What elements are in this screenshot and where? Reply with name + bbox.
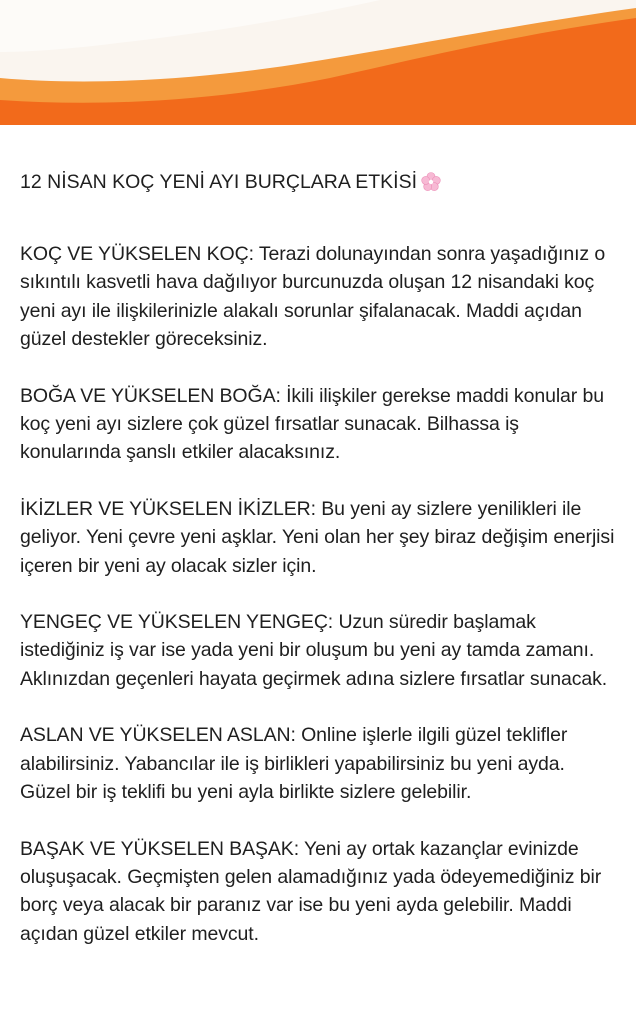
paragraph-aslan: ASLAN VE YÜKSELEN ASLAN: Online işlerle ilgili güzel teklifler alabilirsiniz. Yabancılar ile iş birlikleri yapabilirsiniz bu yeni ayda. Güzel bir iş teklifi bu yeni ayla birlikte sizlere gelebilir.	[20, 724, 568, 804]
post-content	[20, 168, 620, 976]
paragraph-ikizler: İKİZLER VE YÜKSELEN İKİZLER: Bu yeni ay sizlere yenilikleri ile geliyor. Yeni çevre yeni aşklar. Yeni olan her şey biraz değişim enerjisi içeren bir yeni ay olacak sizler için.	[20, 497, 615, 577]
paragraph-yengec: YENGEÇ VE YÜKSELEN YENGEÇ: Uzun süredir başlamak istediğiniz iş var ise yada yeni bir oluşum bu yeni ay tamda zamanı. Aklınızdan geçenleri hayata geçirmek adına sizlere fırsatlar sunacak.	[20, 611, 608, 690]
paragraph-basak: BAŞAK VE YÜKSELEN BAŞAK: Yeni ay ortak kazançlar evinizde oluşuşacak. Geçmişten gelen alamadığınız yada ödeyemediğiniz bir borç veya alacak bir paranız var ise bu yeni ayda gelebilir. Maddi açıdan güzel etkiler mevcut.	[20, 837, 602, 945]
post-title: 12 NİSAN KOÇ YENİ AYI BURÇLARA ETKİSİ	[20, 171, 417, 193]
header-banner	[0, 0, 636, 125]
cherry-blossom-icon	[419, 170, 443, 194]
orange-wave-banner	[0, 0, 636, 125]
paragraph-boga: BOĞA VE YÜKSELEN BOĞA: İkili ilişkiler gerekse maddi konular bu koç yeni ayı sizlere çok güzel fırsatlar sunacak. Bilhassa iş konularında şanslı etkiler alacaksınız.	[20, 384, 604, 464]
paragraph-koc: KOÇ VE YÜKSELEN KOÇ: Terazi dolunayından sonra yaşadığınız o sıkıntılı kasvetli hava dağılıyor burcunuzda oluşan 12 nisandaki koç yeni ayı ile ilişkilerinizle alakalı sorunlar şifalanacak. Maddi açıdan güzel destekler göreceksiniz.	[20, 243, 606, 351]
post-title-line	[20, 168, 620, 196]
